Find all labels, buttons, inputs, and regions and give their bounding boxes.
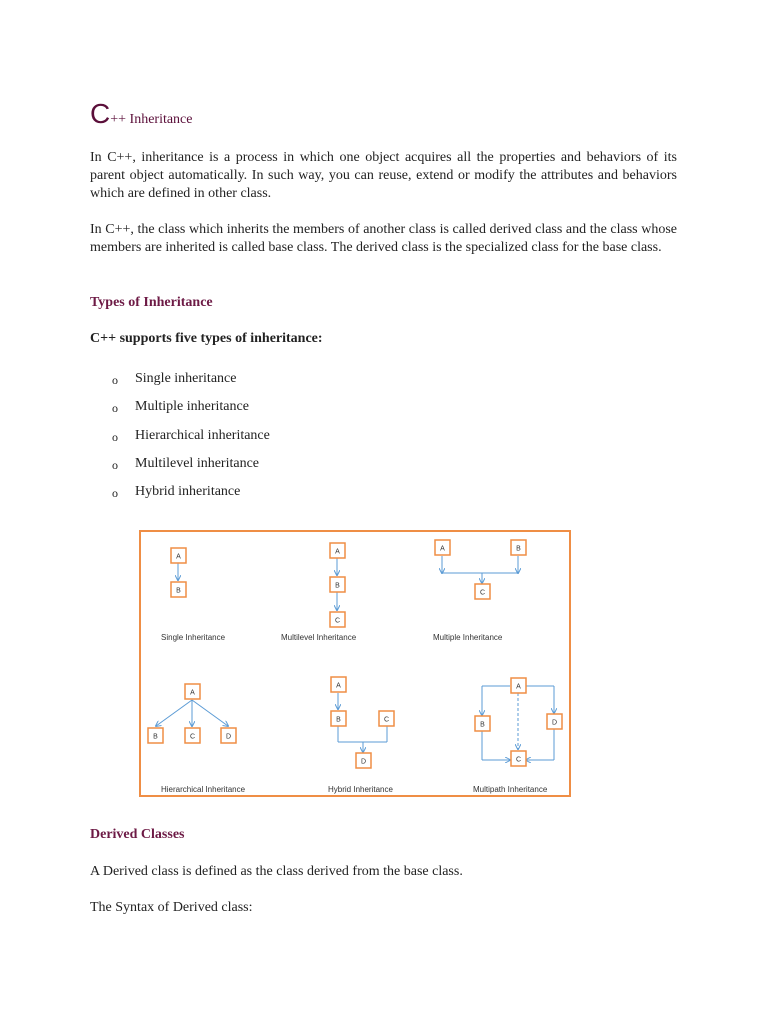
bullet: o bbox=[112, 486, 118, 501]
intro-paragraph: In C++, inheritance is a process in which one object acquires all the properties and behaviors of its parent object automatically. In such way, you can reuse, extend or modify the attributes and behaviors which are defined in other class. bbox=[90, 150, 677, 201]
node-box bbox=[435, 540, 450, 555]
node-label: B bbox=[335, 582, 340, 590]
node-box bbox=[356, 753, 371, 768]
node-label: A bbox=[335, 548, 340, 556]
inheritance-diagram bbox=[139, 530, 571, 797]
caption-multiple: Multiple Inheritance bbox=[433, 633, 503, 642]
definition-paragraph: In C++, the class which inherits the members of another class is called derived class and the class whose members are inherited is called base class. The derived class is the specialized class for the base class. bbox=[90, 222, 677, 255]
node-box bbox=[331, 711, 346, 726]
list-item bbox=[112, 428, 270, 456]
derived-definition-paragraph: A Derived class is defined as the class derived from the base class. bbox=[90, 864, 463, 879]
node-label: C bbox=[334, 617, 341, 625]
node-label: A bbox=[516, 683, 521, 691]
node-label: B bbox=[516, 545, 521, 553]
title-rest: ++ Inheritance bbox=[110, 112, 193, 127]
inheritance-diagram-svg bbox=[141, 532, 569, 795]
caption-single: Single Inheritance bbox=[161, 633, 226, 642]
node-label: C bbox=[383, 716, 390, 724]
node-box bbox=[330, 577, 345, 592]
types-heading: Types of Inheritance bbox=[90, 295, 213, 310]
node-boxes bbox=[148, 540, 562, 768]
node-label: D bbox=[225, 733, 232, 741]
node-box bbox=[475, 584, 490, 599]
node-box bbox=[511, 751, 526, 766]
caption-hybrid: Hybrid Inheritance bbox=[328, 785, 393, 794]
node-label: A bbox=[190, 689, 195, 697]
page-title bbox=[90, 98, 192, 130]
list-item bbox=[112, 399, 270, 427]
node-label: A bbox=[440, 545, 445, 553]
bullet: o bbox=[112, 429, 118, 444]
node-label: A bbox=[336, 682, 341, 690]
node-box bbox=[221, 728, 236, 743]
caption-multilevel: Multilevel Inheritance bbox=[281, 633, 357, 642]
node-box bbox=[331, 677, 346, 692]
node-label: B bbox=[480, 721, 485, 729]
derived-classes-heading: Derived Classes bbox=[90, 827, 185, 842]
node-label: B bbox=[176, 587, 181, 595]
bullet: o bbox=[112, 401, 118, 416]
node-box bbox=[379, 711, 394, 726]
node-label: B bbox=[153, 733, 158, 741]
node-box bbox=[185, 728, 200, 743]
node-box bbox=[148, 728, 163, 743]
node-label: D bbox=[360, 758, 367, 766]
node-box bbox=[171, 582, 186, 597]
list-item bbox=[112, 456, 270, 484]
node-box bbox=[511, 540, 526, 555]
inheritance-types-list bbox=[112, 371, 270, 512]
supports-heading: C++ supports five types of inheritance: bbox=[90, 331, 323, 346]
node-label: A bbox=[176, 553, 181, 561]
caption-hierarchical: Hierarchical Inheritance bbox=[161, 785, 246, 794]
node-label: C bbox=[189, 733, 196, 741]
node-box bbox=[330, 612, 345, 627]
node-box bbox=[475, 716, 490, 731]
node-label: C bbox=[515, 756, 522, 764]
connector-lines bbox=[156, 553, 554, 760]
bullet: o bbox=[112, 457, 118, 472]
node-box bbox=[547, 714, 562, 729]
list-item bbox=[112, 484, 270, 512]
list-item-label: Hierarchical inheritance bbox=[135, 427, 270, 443]
node-box bbox=[330, 543, 345, 558]
list-item-label: Multiple inheritance bbox=[135, 399, 249, 415]
list-item-label: Hybrid inheritance bbox=[135, 484, 241, 500]
node-box bbox=[511, 678, 526, 693]
node-label: D bbox=[551, 719, 558, 727]
list-item-label: Single inheritance bbox=[135, 371, 237, 386]
diagram-captions bbox=[161, 633, 548, 794]
syntax-paragraph: The Syntax of Derived class: bbox=[90, 900, 253, 915]
bullet: o bbox=[112, 373, 118, 387]
node-box bbox=[171, 548, 186, 563]
list-item-label: Multilevel inheritance bbox=[135, 455, 260, 471]
title-initial: C bbox=[90, 98, 111, 129]
node-label: B bbox=[336, 716, 341, 724]
node-label: C bbox=[479, 589, 486, 597]
caption-multipath: Multipath Inheritance bbox=[473, 785, 548, 794]
list-item bbox=[112, 371, 270, 399]
node-box bbox=[185, 684, 200, 699]
